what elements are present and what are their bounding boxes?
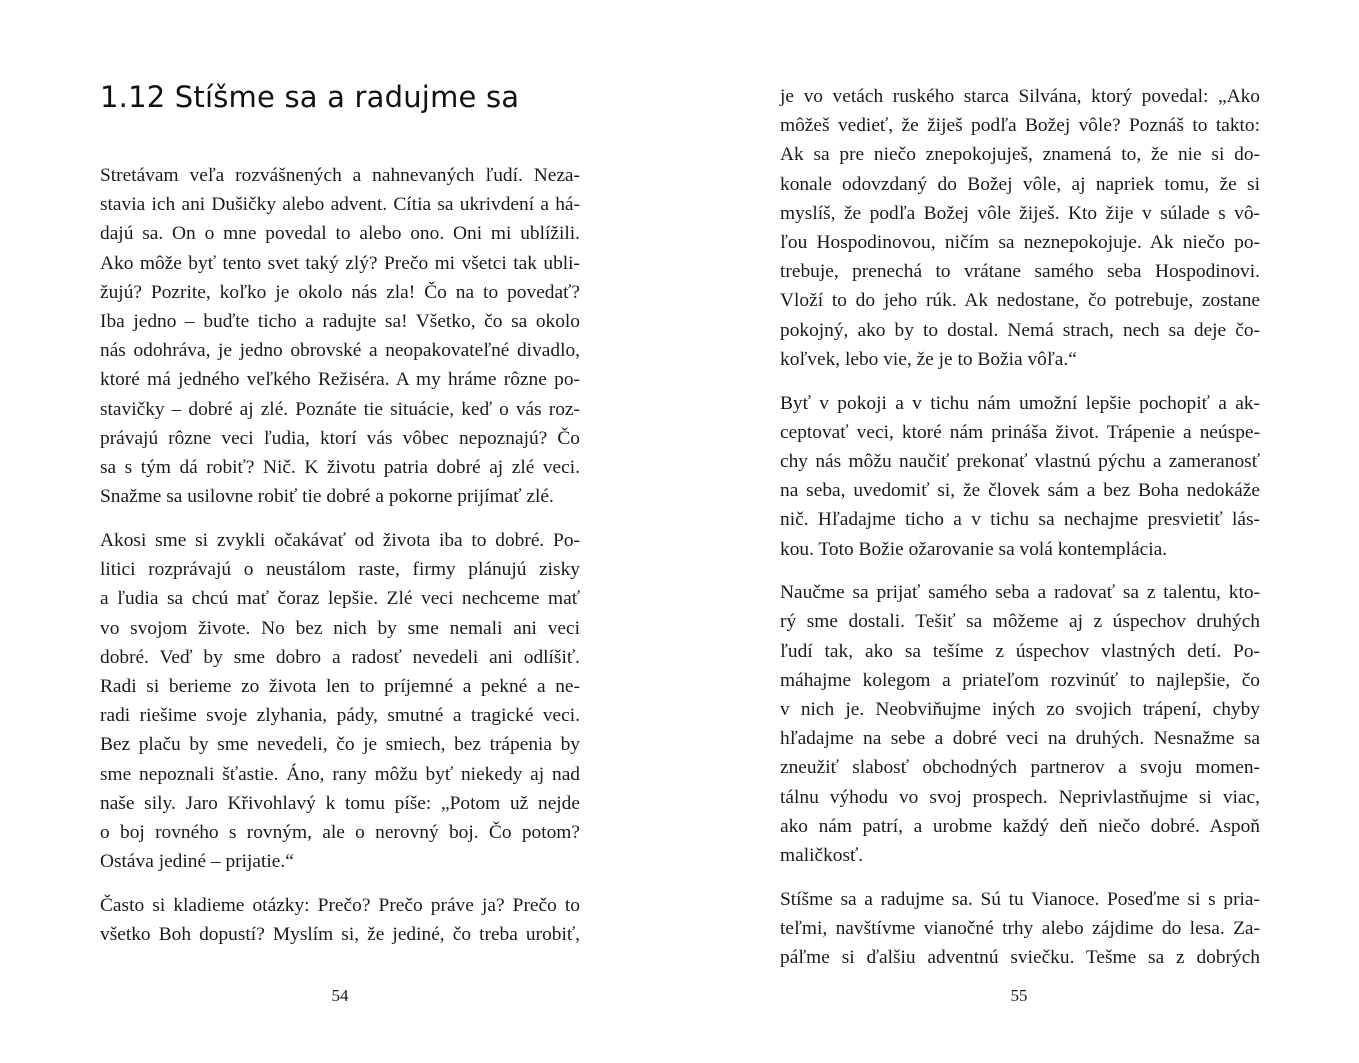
text-line: na seba, uvedomiť si, že človek sám a bez Boha nedokáže — [780, 480, 1260, 502]
paragraph — [100, 891, 580, 949]
text-line: chy nás môžu naučiť prekonať vlastnú pýchu a zameranosť — [780, 450, 1260, 472]
paragraph — [780, 82, 1260, 374]
text-line: Bez plaču by sme nevedeli, čo je smiech, bez trápenia by — [100, 734, 580, 756]
text-line: Iba jedno – buďte ticho a radujte sa! Všetko, čo sa okolo — [100, 311, 580, 333]
text-line: Ak sa pre niečo znepokojuješ, znamená to, že nie si do- — [780, 144, 1260, 166]
left-page-body — [100, 161, 580, 964]
text-line: rý sme dostali. Tešiť sa môžeme aj z úspechov druhých — [780, 611, 1260, 633]
text-line: nič. Hľadajme ticho a v tichu sa nechajme presvietiť lás- — [780, 509, 1260, 531]
text-line: Snažme sa usilovne robiť tie dobré a pokorne prijímať zlé. — [100, 486, 554, 508]
text-line: koľvek, lebo vie, že je to Božia vôľa.“ — [780, 348, 1077, 370]
text-line: radi riešime svoje zlyhania, pády, smutné a tragické veci. — [100, 705, 580, 727]
text-line: o boj rovného s rovným, ale o nerovný boj. Čo potom? — [100, 821, 580, 843]
text-line: kou. Toto Božie ožarovanie sa volá kontemplácia. — [780, 538, 1168, 560]
text-line: Radi si berieme zo života len to príjemné a pekné a ne- — [100, 675, 580, 697]
text-line: ceptovať veci, ktoré nám prináša život. Trápenie a neúspe- — [780, 421, 1260, 443]
left-page — [0, 0, 679, 1063]
text-line: Stretávam veľa rozvášnených a nahnevaných ľudí. Neza- — [100, 165, 580, 186]
text-line: sa s tým dá robiť? Nič. K životu patria dobré aj zlé veci. — [100, 457, 580, 479]
text-line: hľadajme na sebe a dobré veci na druhých. Nesnažme sa — [780, 728, 1260, 750]
text-line: máhajme kolegom a priateľom rozvinúť to najlepšie, čo — [780, 669, 1260, 691]
paragraph — [780, 885, 1260, 973]
text-line: tálnu výhodu vo svoj prospech. Neprivlastňujme si viac, — [780, 786, 1260, 808]
right-page-body — [780, 82, 1260, 987]
chapter-title: 1.12 Stíšme sa a radujme sa — [100, 80, 520, 114]
text-line: ľou Hospodinovou, ničím sa neznepokojuje. Ak niečo po- — [780, 232, 1260, 254]
text-line: stavičky – dobré aj zlé. Poznáte tie situácie, keď o vás roz- — [100, 398, 580, 420]
text-line: všetko Boh dopustí? Myslím si, že jediné, čo treba urobiť, — [100, 924, 580, 946]
text-line: ľudí tak, ako sa tešíme z úspechov vlastných detí. Po- — [780, 640, 1260, 662]
paragraph — [780, 578, 1260, 870]
text-line: je vo vetách ruského starca Silvána, ktorý povedal: „Ako — [780, 86, 1260, 107]
text-line: trebuje, prenechá to vrátane samého seba Hospodinovi. — [780, 261, 1260, 283]
text-line: konale odovzdaný do Božej vôle, aj napriek tomu, že si — [780, 173, 1260, 195]
left-page-number: 54 — [331, 986, 349, 1005]
text-line: nás odohráva, je jedno obrovské a neopakovateľné divadlo, — [100, 340, 580, 362]
text-line: v nich je. Neobviňujme iných zo svojich trápení, chyby — [780, 699, 1260, 721]
text-line: Často si kladieme otázky: Prečo? Prečo práve ja? Prečo to — [100, 894, 580, 916]
text-line: myslíš, že podľa Božej vôle žiješ. Kto žije v súlade s vô- — [780, 202, 1260, 224]
text-line: môžeš vedieť, že žiješ podľa Božej vôle? Poznáš to takto: — [780, 115, 1260, 137]
text-line: naše sily. Jaro Křivohlavý k tomu píše: „Potom už nejde — [100, 792, 580, 814]
text-line: Akosi sme si zvykli očakávať od života iba to dobré. Po- — [100, 529, 580, 551]
paragraph — [780, 389, 1260, 564]
text-line: Naučme sa prijať samého seba a radovať sa z talentu, kto- — [780, 582, 1260, 604]
text-line: ktoré má jedného veľkého Režiséra. A my hráme rôzne po- — [100, 369, 580, 391]
text-line: dajú sa. On o mne povedal to alebo ono. Oni mi ublížili. — [100, 223, 580, 245]
paragraph — [100, 526, 580, 876]
text-line: dobré. Veď by sme dobro a radosť nevedeli ani odlíšiť. — [100, 646, 580, 668]
text-line: Stíšme sa a radujme sa. Sú tu Vianoce. Poseďme si s pria- — [780, 888, 1260, 910]
text-line: právajú rôzne veci ľudia, ktorí vás vôbec nepoznajú? Čo — [100, 427, 580, 449]
text-line: páľme si ďalšiu adventnú sviečku. Tešme sa z dobrých — [780, 947, 1260, 969]
text-line: sme nepoznali šťastie. Áno, rany môžu byť niekedy aj nad — [100, 763, 580, 785]
text-line: teľmi, navštívme vianočné trhy alebo zájdime do lesa. Za- — [780, 917, 1260, 939]
paragraph — [100, 161, 580, 511]
text-line: vo svojom živote. No bez nich by sme nemali ani veci — [100, 617, 580, 639]
text-line: zneužiť slabosť obchodných partnerov a svoju momen- — [780, 757, 1260, 779]
text-line: žujú? Pozrite, koľko je okolo nás zla! Čo na to povedať? — [100, 281, 580, 303]
right-page — [679, 0, 1359, 1063]
right-page-number: 55 — [1010, 986, 1028, 1005]
text-line: maličkosť. — [780, 845, 864, 867]
text-line: Ostáva jediné – prijatie.“ — [100, 851, 294, 873]
text-line: Vloží to do jeho rúk. Ak nedostane, čo potrebuje, zostane — [780, 290, 1260, 312]
text-line: Byť v pokoji a v tichu nám umožní lepšie pochopiť a ak- — [780, 392, 1260, 414]
text-line: a ľudia sa chcú mať čoraz lepšie. Zlé veci nechceme mať — [100, 588, 580, 610]
text-line: pokojný, ako by to dostal. Nemá strach, nech sa deje čo- — [780, 319, 1260, 341]
text-line: ako nám patrí, a urobme každý deň niečo dobré. Aspoň — [780, 815, 1260, 837]
text-line: litici rozprávajú o neustálom raste, firmy plánujú zisky — [100, 559, 580, 581]
text-line: Ako môže byť tento svet taký zlý? Prečo mi všetci tak ubli- — [100, 252, 580, 274]
text-line: stavia ich ani Dušičky alebo advent. Cítia sa ukrivdení a há- — [100, 194, 580, 216]
